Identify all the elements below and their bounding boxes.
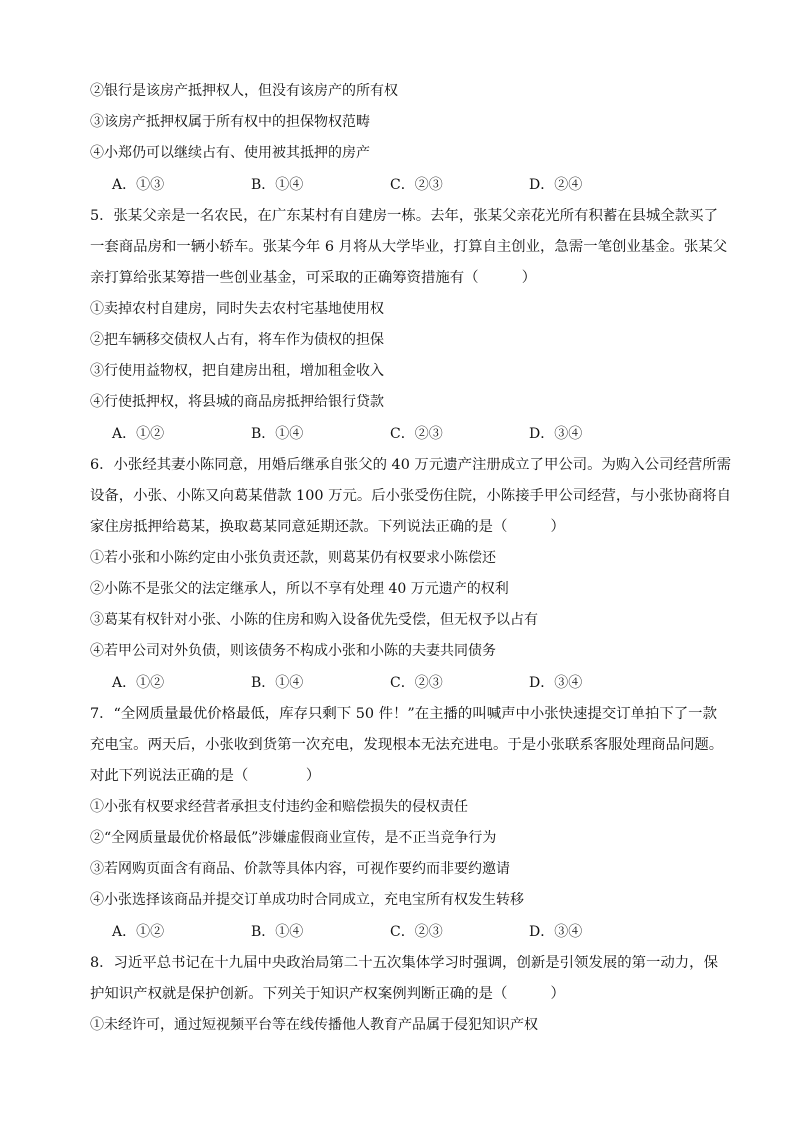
statement-item: ②小陈不是张父的法定继承人，所以不享有处理 40 万元遗产的权利 (90, 581, 509, 597)
option-b: B．①④ (251, 675, 304, 691)
question-stem-line: 5．张某父亲是一名农民，在广东某村有自建房一栋。去年，张某父亲花光所有积蓄在县城全款买了 (90, 208, 718, 224)
statement-item: ④小张选择该商品并提交订单成功时合同成立，充电宝所有权发生转移 (90, 892, 524, 908)
statement-item: ①小张有权要求经营者承担支付违约金和赔偿损失的侵权责任 (90, 799, 468, 815)
option-d: D．③④ (529, 426, 583, 442)
option-a: A．①② (112, 675, 165, 691)
question-5 (90, 201, 728, 450)
question-stem-line: 充电宝。两天后，小张收到货第一次充电，发现根本无法充进电。于是小张联系客服处理商品问题。 (90, 737, 724, 753)
question-stem-line: 护知识产权就是保护创新。下列关于知识产权案例判断正确的是（ ） (90, 986, 565, 1002)
option-c: C．②③ (390, 924, 443, 940)
option-c: C．②③ (390, 177, 443, 193)
option-b: B．①④ (251, 924, 304, 940)
option-d: D．③④ (529, 924, 583, 940)
option-a: A．①② (112, 924, 165, 940)
answer-options (90, 916, 710, 948)
statement-item: ④行使抵押权，将县城的商品房抵押给银行贷款 (90, 394, 384, 410)
question-stem-line: 设备，小张、小陈又向葛某借款 100 万元。后小张受伤住院，小陈接手甲公司经营，与小张协商将自 (90, 488, 732, 504)
statement-item: ①未经许可，通过短视频平台等在线传播他人教育产品属于侵犯知识产权 (90, 1017, 538, 1033)
answer-options (90, 418, 710, 450)
statement-item: ①若小张和小陈约定由小张负责还款，则葛某仍有权要求小陈偿还 (90, 550, 496, 566)
statement-item: ④小郑仍可以继续占有、使用被其抵押的房产 (90, 145, 370, 161)
question-stem-line: 对此下列说法正确的是（ ） (90, 768, 321, 784)
question-stem-line: 家住房抵押给葛某，换取葛某同意延期还款。下列说法正确的是（ ） (90, 519, 565, 535)
question-stem-line: 亲打算给张某筹措一些创业基金，可采取的正确筹资措施有（ ） (90, 270, 537, 286)
question-stem-line: 7．“全网质量最优价格最低，库存只剩下 50 件！”在主播的叫喊声中小张快速提交订单拍下了一款 (90, 706, 717, 722)
option-c: C．②③ (390, 675, 443, 691)
statement-item: ①卖掉农村自建房，同时失去农村宅基地使用权 (90, 301, 384, 317)
statement-item: ②“全网质量最优价格最低”涉嫌虚假商业宣传，是不正当竞争行为 (90, 830, 497, 846)
statement-item: ③若网购页面含有商品、价款等具体内容，可视作要约而非要约邀请 (90, 861, 510, 877)
statement-item: ③该房产抵押权属于所有权中的担保物权范畴 (90, 114, 370, 130)
statement-item: ④若甲公司对外负债，则该债务不构成小张和小陈的夫妻共同债务 (90, 643, 496, 659)
question-stem-line: 8．习近平总书记在十九届中央政治局第二十五次集体学习时强调，创新是引领发展的第一动力，保 (90, 955, 718, 971)
question-stem-line: 6．小张经其妻小陈同意，用婚后继承自张父的 40 万元遗产注册成立了甲公司。为购入公司经营所需 (90, 457, 732, 473)
statement-item: ②把车辆移交债权人占有，将车作为债权的担保 (90, 332, 384, 348)
statement-item: ③行使用益物权，把自建房出租，增加租金收入 (90, 363, 384, 379)
answer-options (90, 169, 710, 201)
option-d: D．③④ (529, 675, 583, 691)
statement-item: ③葛某有权针对小张、小陈的住房和购入设备优先受偿，但无权予以占有 (90, 612, 538, 628)
option-d: D．②④ (529, 177, 583, 193)
option-a: A．①③ (112, 177, 165, 193)
exam-page (90, 76, 732, 1041)
option-c: C．②③ (390, 426, 443, 442)
answer-options (90, 667, 710, 699)
option-a: A．①② (112, 426, 165, 442)
question-7 (90, 699, 724, 948)
question-stem-line: 一套商品房和一辆小轿车。张某今年 6 月将从大学毕业，打算自主创业，急需一笔创业基金。张某父 (90, 239, 728, 255)
option-b: B．①④ (251, 177, 304, 193)
question-8 (90, 948, 718, 1041)
question-6 (90, 450, 732, 699)
question-4-tail (90, 76, 710, 201)
statement-item: ②银行是该房产抵押权人，但没有该房产的所有权 (90, 83, 398, 99)
option-b: B．①④ (251, 426, 304, 442)
